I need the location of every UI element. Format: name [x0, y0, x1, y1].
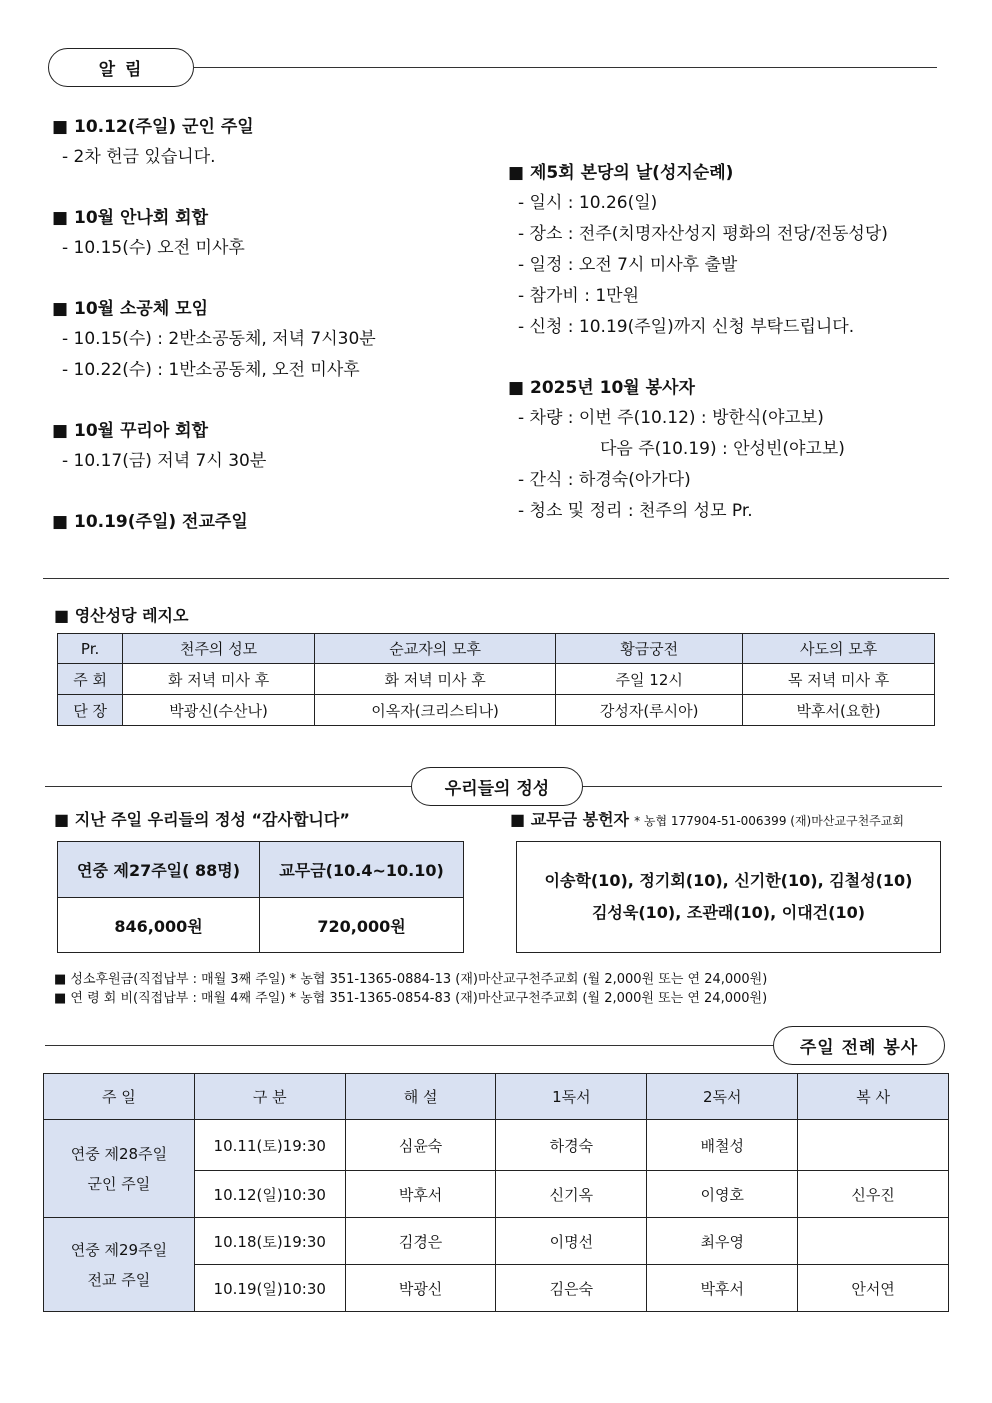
liturgy-cell [798, 1218, 949, 1265]
account-notes [54, 970, 767, 1008]
week-name: 연중 제29주일 [70, 1240, 168, 1259]
donor-heading: ■ 교무금 봉헌자 [510, 810, 629, 829]
liturgy-cell: 이명선 [496, 1218, 647, 1265]
volunteer-item: - 청소 및 정리 : 천주의 성모 Pr. [518, 496, 888, 527]
notice-heading: ■ 10월 소공체 모임 [52, 294, 376, 324]
liturgy-cell: 하경숙 [496, 1120, 647, 1171]
liturgy-header: 구 분 [194, 1074, 345, 1120]
week-label [44, 1120, 195, 1218]
notice-heading: ■ 10.12(주일) 군인 주일 [52, 112, 376, 142]
liturgy-header: 2독서 [647, 1074, 798, 1120]
liturgy-cell: 신우진 [798, 1171, 949, 1218]
liturgy-cell: 신기옥 [496, 1171, 647, 1218]
divider [45, 1045, 775, 1046]
legio-cell: 목 저녁 미사 후 [743, 664, 935, 695]
liturgy-table [43, 1073, 949, 1312]
offering-heading: ■ 지난 주일 우리들의 정성 “감사합니다” [54, 805, 350, 835]
notice-heading: ■ 10월 안나회 회합 [52, 203, 376, 233]
volunteers-heading: ■ 2025년 10월 봉사자 [508, 373, 888, 403]
liturgy-cell: 김은숙 [496, 1265, 647, 1312]
liturgy-header: 복 사 [798, 1074, 949, 1120]
offering-header: 교무금(10.4~10.10) [260, 842, 464, 898]
legio-cell: 강성자(루시아) [556, 695, 743, 726]
donor-account: * 농협 177904-51-006399 (재)마산교구천주교회 [634, 814, 904, 828]
account-note: ■ 성소후원금(직접납부 : 매월 3째 주일) * 농협 351-1365-0884-13 (재)마산교구천주교회 (월 2,000원 또는 연 24,000원) [54, 972, 768, 987]
account-note: ■ 연 령 회 비(직접납부 : 매월 4째 주일) * 농협 351-1365-0854-83 (재)마산교구천주교회 (월 2,000원 또는 연 24,000원) [54, 991, 768, 1006]
liturgy-cell: 배철성 [647, 1120, 798, 1171]
volunteer-item: 다음 주(10.19) : 안성빈(야고보) [600, 439, 845, 459]
pilgrimage-item: - 신청 : 10.19(주일)까지 신청 부탁드립니다. [518, 312, 888, 343]
donor-box [516, 841, 941, 953]
pilgrimage-item: - 일정 : 오전 7시 미사후 출발 [518, 250, 888, 281]
legio-cell: 박광신(수산나) [123, 695, 315, 726]
donor-list: 김성욱(10), 조관래(10), 이대건(10) [591, 903, 866, 922]
liturgy-cell: 김경은 [345, 1218, 496, 1265]
liturgy-cell: 박후서 [345, 1171, 496, 1218]
donor-heading-row [510, 805, 904, 836]
week-name: 연중 제28주일 [70, 1144, 168, 1163]
donor-list: 이송학(10), 정기회(10), 신기한(10), 김철성(10) [544, 871, 913, 890]
notice-title: 알 림 [48, 48, 194, 87]
volunteer-item: - 간식 : 하경숙(아가다) [518, 465, 888, 496]
divider [193, 67, 937, 68]
liturgy-header: 주 일 [44, 1074, 195, 1120]
notice-item: - 10.17(금) 저녁 7시 30분 [62, 446, 376, 477]
mass-time: 10.18(토)19:30 [194, 1218, 345, 1265]
pilgrimage-item: - 장소 : 전주(치명자산성지 평화의 전당/전동성당) [518, 219, 888, 250]
offering-value: 846,000원 [58, 898, 260, 953]
legio-cell: 이옥자(크리스티나) [314, 695, 555, 726]
notice-right-column [508, 158, 888, 527]
volunteer-item: - 차량 : 이번 주(10.12) : 방한식(야고보) [518, 403, 888, 434]
liturgy-cell: 안서연 [798, 1265, 949, 1312]
liturgy-cell: 이영호 [647, 1171, 798, 1218]
legio-cell: 주일 12시 [556, 664, 743, 695]
mass-time: 10.12(일)10:30 [194, 1171, 345, 1218]
notice-item: - 10.15(수) : 2반소공동체, 저녁 7시30분 [62, 324, 376, 355]
notice-item: - 10.22(수) : 1반소공동체, 오전 미사후 [62, 355, 376, 386]
pilgrimage-item: - 참가비 : 1만원 [518, 281, 888, 312]
notice-heading: ■ 10.19(주일) 전교주일 [52, 507, 376, 537]
legio-header: 순교자의 모후 [314, 634, 555, 664]
liturgy-header: 해 설 [345, 1074, 496, 1120]
week-subtitle: 군인 주일 [87, 1174, 151, 1193]
liturgy-cell: 최우영 [647, 1218, 798, 1265]
mass-time: 10.19(일)10:30 [194, 1265, 345, 1312]
legio-cell: 화 저녁 미사 후 [123, 664, 315, 695]
pilgrimage-heading: ■ 제5회 본당의 날(성지순례) [508, 158, 888, 188]
liturgy-title: 주일 전례 봉사 [773, 1026, 945, 1065]
notice-item: - 10.15(수) 오전 미사후 [62, 233, 376, 264]
legio-header: 사도의 모후 [743, 634, 935, 664]
week-label [44, 1218, 195, 1312]
liturgy-cell: 박후서 [647, 1265, 798, 1312]
liturgy-header: 1독서 [496, 1074, 647, 1120]
divider [43, 578, 949, 579]
offering-table [57, 841, 464, 953]
week-subtitle: 전교 주일 [87, 1270, 151, 1289]
legio-cell: 화 저녁 미사 후 [314, 664, 555, 695]
pilgrimage-item: - 일시 : 10.26(일) [518, 188, 888, 219]
notice-left-column [52, 112, 376, 537]
liturgy-cell: 박광신 [345, 1265, 496, 1312]
legio-cell: 박후서(요한) [743, 695, 935, 726]
legio-header: 천주의 성모 [123, 634, 315, 664]
legio-row-label: 단 장 [58, 695, 123, 726]
legio-heading: ■ 영산성당 레지오 [54, 601, 188, 631]
mass-time: 10.11(토)19:30 [194, 1120, 345, 1171]
liturgy-cell [798, 1120, 949, 1171]
legio-header: Pr. [58, 634, 123, 664]
liturgy-cell: 심윤숙 [345, 1120, 496, 1171]
legio-table [57, 633, 935, 726]
offering-value: 720,000원 [260, 898, 464, 953]
notice-heading: ■ 10월 꾸리아 회합 [52, 416, 376, 446]
legio-header: 황금궁전 [556, 634, 743, 664]
legio-row-label: 주 회 [58, 664, 123, 695]
notice-item: - 2차 헌금 있습니다. [62, 142, 376, 173]
offering-header: 연중 제27주일( 88명) [58, 842, 260, 898]
offering-title: 우리들의 정성 [411, 767, 583, 806]
